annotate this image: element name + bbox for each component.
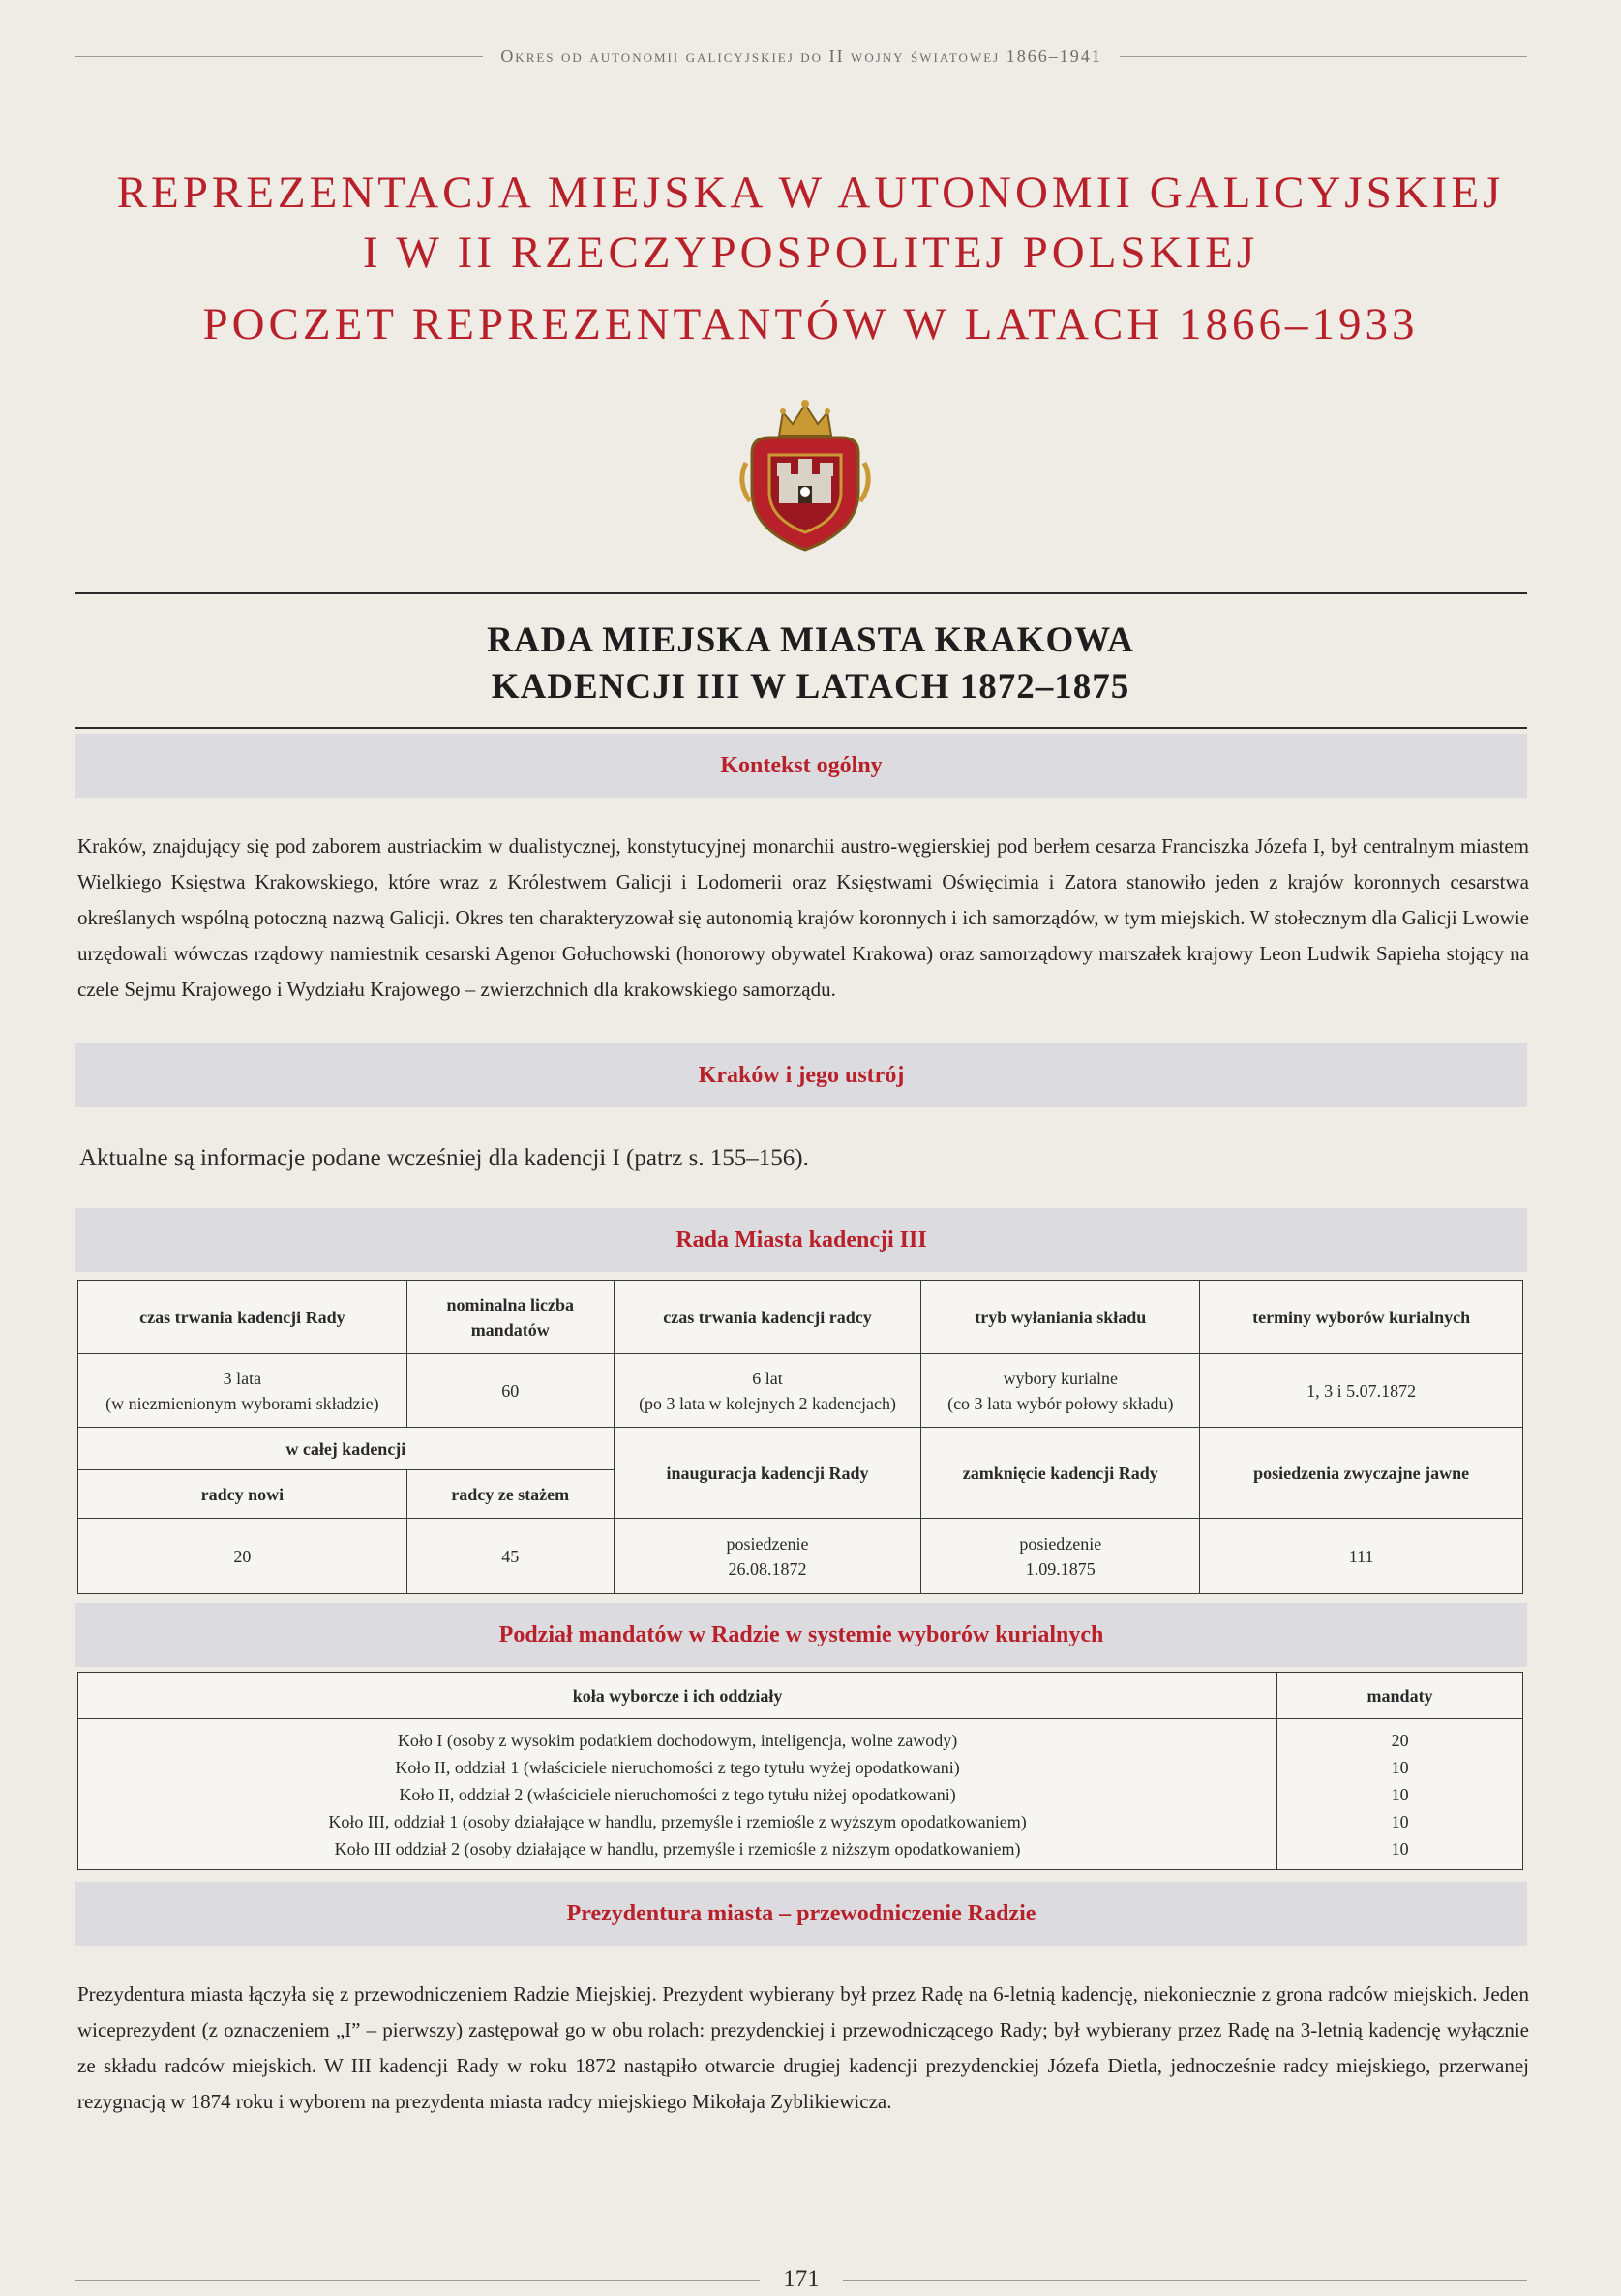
header-inauguracja: inauguracja kadencji Rady — [614, 1428, 921, 1519]
cell-tryb-wylaniania-note: (co 3 lata wybór połowy składu) — [947, 1393, 1174, 1413]
cell-inauguracja-date: 26.08.1872 — [728, 1558, 807, 1579]
cell-mandaty-list — [1277, 1719, 1523, 1870]
running-header-text: Okres od autonomii galicyjskiej do II wojny światowej 1866–1941 — [500, 45, 1102, 66]
cell-posiedzenia: 111 — [1200, 1519, 1523, 1594]
paragraph-prezydentura: Prezydentura miasta łączyła się z przewodniczeniem Radzie Miejskiej. Prezydent wybierany był przez Radę na 6-letnią kadencję, niekoniecznie z grona radców miejskich. Jeden wiceprezydent (z oznaczeniem „I” – pierwszy) zastępował go w obu rolach: prezydenckiej i przewodniczącego Rady; był wybierany przez Radę na 3-letnią kadencję wyłącznie ze składu radców miejskich. W III kadencji Rady w roku 1872 nastąpiło otwarcie drugiej kadencji prezydenckiej Józefa Dietla, jednocześnie radcy miejskiego, przerwanej rezygnacją w 1874 roku i wyborem na prezydenta miasta radcy miejskiego Mikołaja Zyblikiewicza. — [77, 1982, 1529, 2113]
running-header — [75, 37, 1527, 76]
heading-kontekst: Kontekst ogólny — [75, 734, 1527, 798]
list-item-mandaty: 10 — [1391, 1838, 1409, 1858]
list-item: Koło II, oddział 2 (właściciele nieruchomości z tego tytułu niżej opodatkowani) — [399, 1784, 956, 1804]
header-liczba-mandatow: nominalna liczba mandatów — [406, 1281, 614, 1354]
cell-czas-kadencji-rady-note: (w niezmienionym wyborami składzie) — [105, 1393, 379, 1413]
list-item-mandaty: 10 — [1391, 1757, 1409, 1777]
header-rule-left — [75, 56, 483, 57]
section-rule-bottom — [75, 727, 1527, 729]
footer-rule-left — [75, 2280, 760, 2281]
heading-ustroj: Kraków i jego ustrój — [75, 1043, 1527, 1107]
heading-rada: Rada Miasta kadencji III — [75, 1208, 1527, 1272]
header-radcy-nowi: radcy nowi — [78, 1470, 407, 1519]
cell-radcy-nowi: 20 — [78, 1519, 407, 1594]
cell-czas-kadencji-radcy-value: 6 lat — [752, 1368, 783, 1388]
page-number: 171 — [783, 2266, 820, 2292]
note-ustroj: Aktualne są informacje podane wcześniej dla kadencji I (patrz s. 155–156). — [79, 1145, 809, 1171]
council-table — [77, 1280, 1523, 1594]
header-terminy-wyborow: terminy wyborów kurialnych — [1200, 1281, 1523, 1354]
heading-prezydentura: Prezydentura miasta – przewodniczenie Radzie — [75, 1882, 1527, 1946]
list-item-mandaty: 20 — [1391, 1730, 1409, 1750]
header-radcy-ze-stazem: radcy ze stażem — [406, 1470, 614, 1519]
subtitle: POCZET REPREZENTANTÓW W LATACH 1866–1933 — [202, 299, 1419, 349]
list-item: Koło II, oddział 1 (właściciele nieruchomości z tego tytułu wyżej opodatkowani) — [395, 1757, 960, 1777]
cell-czas-kadencji-rady-value: 3 lata — [223, 1368, 262, 1388]
cell-zamkniecie — [921, 1519, 1200, 1594]
section-title-line2: KADENCJI III W LATACH 1872–1875 — [491, 667, 1130, 707]
cell-kola-list — [78, 1719, 1277, 1870]
cell-czas-kadencji-rady — [78, 1354, 407, 1428]
cell-zamkniecie-label: posiedzenie — [1019, 1533, 1102, 1554]
heading-podzial: Podział mandatów w Radzie w systemie wyborów kurialnych — [75, 1603, 1527, 1667]
list-item-mandaty: 10 — [1391, 1811, 1409, 1831]
header-kola-wyborcze: koła wyborcze i ich oddziały — [78, 1673, 1277, 1719]
cell-terminy-wyborow: 1, 3 i 5.07.1872 — [1200, 1354, 1523, 1428]
header-w-calej-kadencji: w całej kadencji — [78, 1428, 615, 1470]
list-item: Koło III oddział 2 (osoby działające w handlu, przemyśle i rzemiośle z niższym opodatkowaniem) — [334, 1838, 1021, 1858]
cell-radcy-ze-stazem: 45 — [406, 1519, 614, 1594]
list-item: Koło I (osoby z wysokim podatkiem dochodowym, inteligencja, wolne zawody) — [397, 1730, 958, 1750]
header-czas-kadencji-rady: czas trwania kadencji Rady — [78, 1281, 407, 1354]
main-title-line2: I W II RZECZYPOSPOLITEJ POLSKIEJ — [362, 227, 1259, 278]
header-zamkniecie: zamknięcie kadencji Rady — [921, 1428, 1200, 1519]
header-mandaty: mandaty — [1277, 1673, 1523, 1719]
footer-rule-right — [843, 2280, 1527, 2281]
mandates-table — [77, 1672, 1523, 1870]
cell-czas-kadencji-radcy-note: (po 3 lata w kolejnych 2 kadencjach) — [639, 1393, 896, 1413]
cell-inauguracja-label: posiedzenie — [726, 1533, 809, 1554]
page-footer — [75, 2265, 1527, 2294]
section-title-line1: RADA MIEJSKA MIASTA KRAKOWA — [487, 620, 1134, 660]
list-item-mandaty: 10 — [1391, 1784, 1409, 1804]
paragraph-kontekst: Kraków, znajdujący się pod zaborem austriackim w dualistycznej, konstytucyjnej monarchii austro-węgierskiej pod berłem cesarza Franciszka Józefa I, był centralnym miastem Wielkiego Księstwa Krakowskiego, które wraz z Królestwem Galicji i Lodomerii oraz Księstwami Oświęcimia i Zatora stanowiło jeden z krajów koronnych cesarstwa określanych wspólną potoczną nazwą Galicji. Okres ten charakteryzował się autonomią krajów koronnych i ich samorządów, w tym miejskich. W stołecznym dla Galicji Lwowie urzędowali wówczas rządowy namiestnik cesarski Agenor Gołuchowski (honorowy obywatel Krakowa) oraz samorządowy marszałek krajowy Leon Ludwik Sapieha stojący na czele Sejmu Krajowego i Wydziału Krajowego – zwierzchnich dla krakowskiego samorządu. — [77, 834, 1529, 1001]
cell-tryb-wylaniania — [921, 1354, 1200, 1428]
header-rule-right — [1120, 56, 1527, 57]
cell-inauguracja — [614, 1519, 921, 1594]
main-title-line1: REPREZENTACJA MIEJSKA W AUTONOMII GALICYJSKIEJ — [116, 167, 1505, 218]
header-posiedzenia: posiedzenia zwyczajne jawne — [1200, 1428, 1523, 1519]
header-tryb-wylaniania: tryb wyłaniania składu — [921, 1281, 1200, 1354]
cell-czas-kadencji-radcy — [614, 1354, 921, 1428]
cell-zamkniecie-date: 1.09.1875 — [1025, 1558, 1096, 1579]
cell-liczba-mandatow: 60 — [406, 1354, 614, 1428]
section-rule-top — [75, 592, 1527, 594]
header-czas-kadencji-radcy: czas trwania kadencji radcy — [614, 1281, 921, 1354]
krakow-coat-of-arms-icon — [733, 395, 878, 555]
list-item: Koło III, oddział 1 (osoby działające w handlu, przemyśle i rzemiośle z wyższym opodatkowaniem) — [328, 1811, 1027, 1831]
cell-tryb-wylaniania-value: wybory kurialne — [1003, 1368, 1119, 1388]
